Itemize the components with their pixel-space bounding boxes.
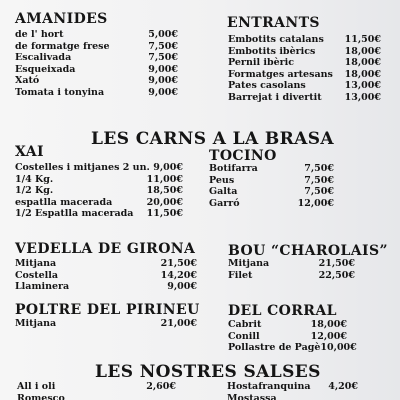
item-name: de formatge frese	[15, 40, 110, 52]
menu-item	[228, 57, 381, 69]
item-price: 7,50€	[304, 174, 334, 186]
item-name: 1/2 Kg.	[15, 185, 54, 197]
item-name: Cabrit	[228, 319, 262, 330]
item-name: 1/4 Kg.	[15, 173, 54, 185]
item-price: 7,50€	[148, 40, 178, 52]
menu-item	[15, 29, 178, 41]
menu-item	[228, 80, 381, 92]
menu-item	[15, 208, 183, 220]
item-price: 9,00€	[148, 86, 178, 98]
menu-item	[15, 64, 178, 76]
item-name: Pernil ibèric	[228, 57, 295, 69]
menu-item	[15, 318, 197, 330]
item-price: 10,00€	[320, 342, 357, 354]
item-name: Mitjana	[15, 318, 57, 329]
item-name: Hostafranquina	[227, 381, 311, 392]
item-name: Barrejat i divertit	[228, 91, 322, 103]
item-name: Romesco	[17, 392, 65, 400]
item-price: 9,00€	[167, 281, 197, 293]
menu-item	[15, 185, 183, 197]
menu-item	[228, 319, 347, 331]
vedella-list	[15, 258, 197, 293]
item-name: Galta	[209, 186, 238, 198]
item-price: 18,00€	[310, 319, 347, 330]
menu-item	[228, 46, 381, 58]
entrants-title: ENTRANTS	[227, 15, 320, 31]
tocino-title: TOCINO	[209, 148, 277, 164]
item-price: 12,00€	[310, 330, 347, 342]
item-name: espatlla macerada	[15, 196, 113, 208]
menu-item	[228, 258, 355, 270]
item-price: 7,50€	[304, 163, 334, 174]
item-price: 18,50€	[146, 185, 183, 197]
item-price: 7,50€	[304, 186, 334, 198]
item-name: Peus	[209, 174, 235, 186]
menu-item	[209, 186, 334, 198]
menu-item	[209, 163, 334, 175]
menu-item	[228, 270, 355, 282]
menu-item	[15, 52, 178, 64]
menu-item	[15, 281, 197, 293]
item-name: 1/2 Espatlla macerada	[15, 208, 134, 220]
menu-item	[15, 75, 178, 87]
item-name: Garró	[209, 197, 240, 209]
item-name: de l' hort	[15, 29, 64, 40]
item-name: All i oli	[17, 381, 56, 392]
menu-item	[15, 174, 183, 186]
corral-list	[228, 319, 357, 354]
salses-title: LES NOSTRES SALSES	[95, 362, 321, 382]
item-price: 11,00€	[146, 173, 183, 185]
menu-item	[228, 34, 381, 46]
entrants-list	[228, 34, 381, 104]
menu-item	[17, 381, 176, 393]
menu-item	[15, 270, 197, 282]
menu-item	[228, 69, 381, 81]
tocino-list	[209, 163, 334, 209]
xai-list	[15, 162, 183, 220]
menu-item	[209, 198, 334, 210]
amanides-title: AMANIDES	[15, 11, 108, 27]
item-name: Formatges artesans	[228, 68, 333, 80]
menu-item	[227, 381, 358, 393]
item-name: Embotits catalans	[228, 34, 324, 45]
item-name: Escalivada	[15, 52, 72, 64]
item-name: Xató	[15, 75, 40, 87]
item-price: 21,00€	[160, 318, 197, 329]
menu-item	[228, 342, 357, 354]
item-name: Costella	[15, 269, 59, 281]
menu-item	[15, 87, 178, 99]
item-price: 18,00€	[344, 45, 381, 57]
item-name: Pates casolans	[228, 80, 306, 92]
item-name: Mostassa	[227, 392, 277, 400]
item-price: 18,00€	[344, 68, 381, 80]
item-name: Mitjana	[228, 258, 270, 269]
carns-title: LES CARNS A LA BRASA	[91, 129, 335, 149]
item-price: 20,00€	[146, 196, 183, 208]
item-price: 4,20€	[328, 381, 358, 392]
menu-item	[17, 393, 176, 400]
item-price: 18,00€	[344, 57, 381, 69]
item-price: 9,00€	[148, 63, 178, 75]
item-price: 5,00€	[148, 29, 178, 40]
item-price: 12,00€	[297, 197, 334, 209]
salses-right-list	[227, 381, 358, 400]
menu-item	[228, 92, 381, 104]
item-name: Conill	[228, 330, 260, 342]
menu-item	[15, 41, 178, 53]
item-name: Mitjana	[15, 258, 57, 269]
menu-item	[227, 393, 358, 400]
item-name: Costelles i mitjanes 2 un.	[15, 162, 150, 173]
item-price: 22,50€	[318, 269, 355, 281]
menu-item	[15, 162, 183, 174]
item-name: Embotits ibèrics	[228, 45, 316, 57]
item-price: 11,50€	[344, 34, 381, 45]
item-name: Botifarra	[209, 163, 258, 174]
bou-title: BOU “CHAROLAIS”	[228, 243, 388, 259]
poltre-list	[15, 318, 197, 330]
item-name: Llaminera	[15, 281, 70, 293]
amanides-list	[15, 29, 178, 99]
xai-title: XAI	[15, 144, 44, 160]
salses-left-list	[17, 381, 176, 400]
vedella-title: VEDELLA DE GIRONA	[15, 241, 196, 257]
item-price: 21,50€	[318, 258, 355, 269]
menu-item	[15, 258, 197, 270]
item-price: 14,20€	[160, 269, 197, 281]
menu-item	[228, 331, 347, 343]
item-name: Tomata i tonyina	[15, 86, 105, 98]
item-price: 9,00€	[148, 75, 178, 87]
item-price: 7,50€	[148, 52, 178, 64]
corral-title: DEL CORRAL	[228, 303, 337, 319]
item-price: 21,50€	[160, 258, 197, 269]
item-price: 11,50€	[146, 208, 183, 220]
item-price: 13,00€	[344, 80, 381, 92]
menu-item	[209, 175, 334, 187]
item-price: 13,00€	[344, 91, 381, 103]
poltre-title: POLTRE DEL PIRINEU	[15, 302, 200, 318]
item-price: 9,00€	[153, 162, 183, 173]
menu-item	[15, 197, 183, 209]
item-name: Esqueixada	[15, 63, 76, 75]
bou-list	[228, 258, 355, 281]
item-price: 2,60€	[146, 381, 176, 392]
item-name: Filet	[228, 269, 253, 281]
item-name: Pollastre de Pagè	[228, 342, 321, 354]
